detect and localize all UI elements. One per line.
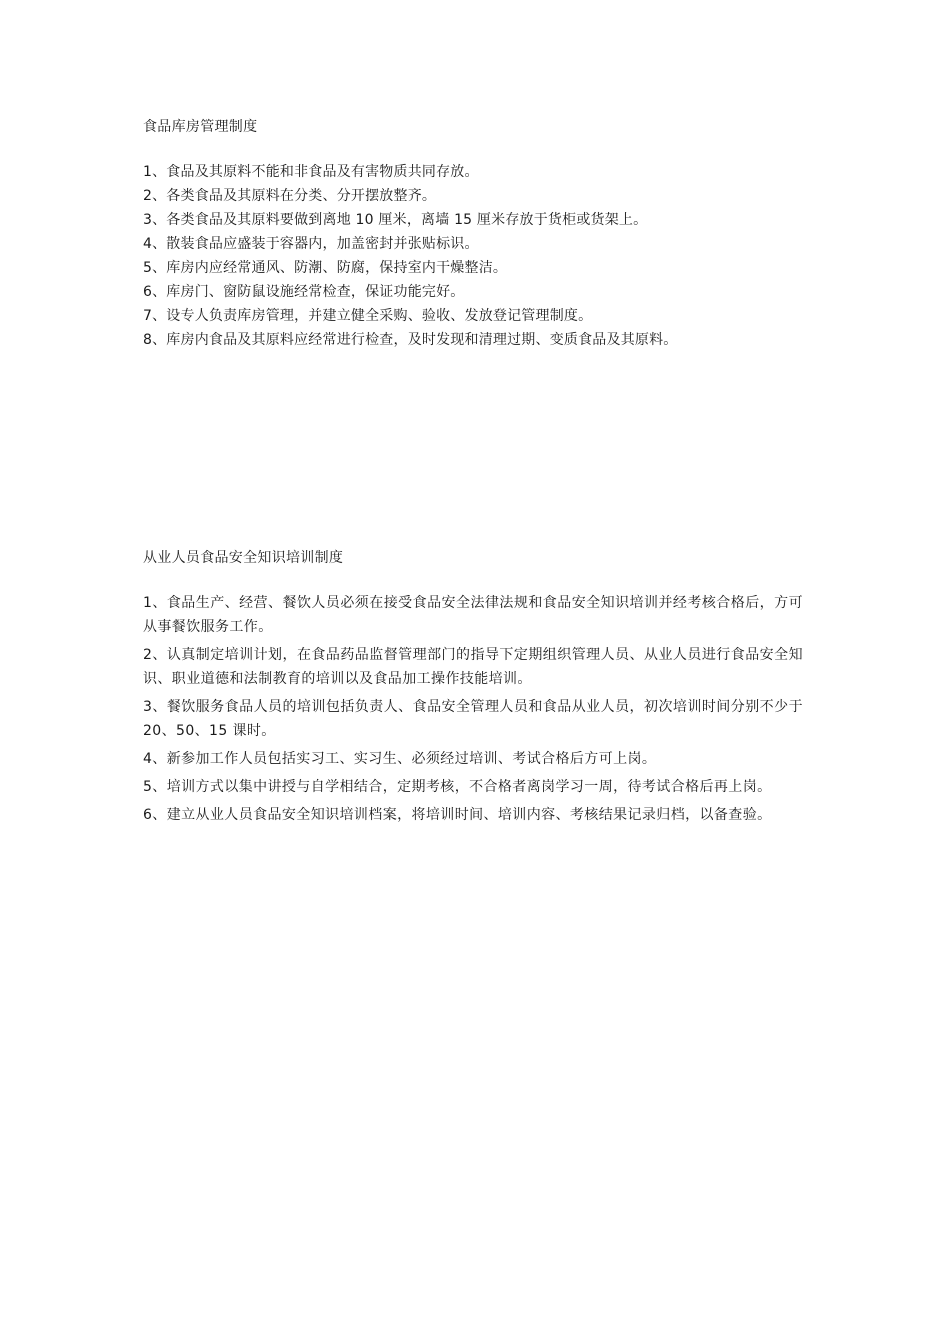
- list-item: 5、库房内应经常通风、防潮、防腐，保持室内干燥整洁。: [143, 260, 508, 276]
- warehouse-policy-title: 食品库房管理制度: [143, 119, 258, 135]
- list-item: 6、库房门、窗防鼠设施经常检查，保证功能完好。: [143, 284, 465, 300]
- list-item: 5、培训方式以集中讲授与自学相结合，定期考核，不合格者离岗学习一周，待考试合格后再上岗。: [143, 779, 772, 795]
- list-item: 4、散装食品应盛装于容器内，加盖密封并张贴标识。: [143, 236, 479, 252]
- list-item: 2、各类食品及其原料在分类、分开摆放整齐。: [143, 188, 437, 204]
- list-item: 6、建立从业人员食品安全知识培训档案，将培训时间、培训内容、考核结果记录归档，以备查验。: [143, 807, 772, 823]
- warehouse-policy-list: [143, 160, 803, 352]
- warehouse-policy-section: [143, 116, 803, 352]
- training-policy-list: [143, 591, 803, 827]
- training-policy-section: [143, 547, 803, 831]
- list-item: 3、餐饮服务食品人员的培训包括负责人、食品安全管理人员和食品从业人员，初次培训时间分别不少于 20、50、15 课时。: [143, 699, 803, 739]
- list-item: 2、认真制定培训计划，在食品药品监督管理部门的指导下定期组织管理人员、从业人员进行食品安全知识、职业道德和法制教育的培训以及食品加工操作技能培训。: [143, 647, 803, 687]
- list-item: 1、食品及其原料不能和非食品及有害物质共同存放。: [143, 164, 479, 180]
- list-item: 7、设专人负责库房管理，并建立健全采购、验收、发放登记管理制度。: [143, 308, 593, 324]
- list-item: 3、各类食品及其原料要做到离地 10 厘米，离墙 15 厘米存放于货柜或货架上。: [143, 212, 648, 228]
- training-policy-title: 从业人员食品安全知识培训制度: [143, 550, 344, 566]
- list-item: 1、食品生产、经营、餐饮人员必须在接受食品安全法律法规和食品安全知识培训并经考核合格后，方可从事餐饮服务工作。: [143, 595, 803, 635]
- list-item: 4、新参加工作人员包括实习工、实习生、必须经过培训、考试合格后方可上岗。: [143, 751, 657, 767]
- list-item: 8、库房内食品及其原料应经常进行检查，及时发现和清理过期、变质食品及其原料。: [143, 332, 678, 348]
